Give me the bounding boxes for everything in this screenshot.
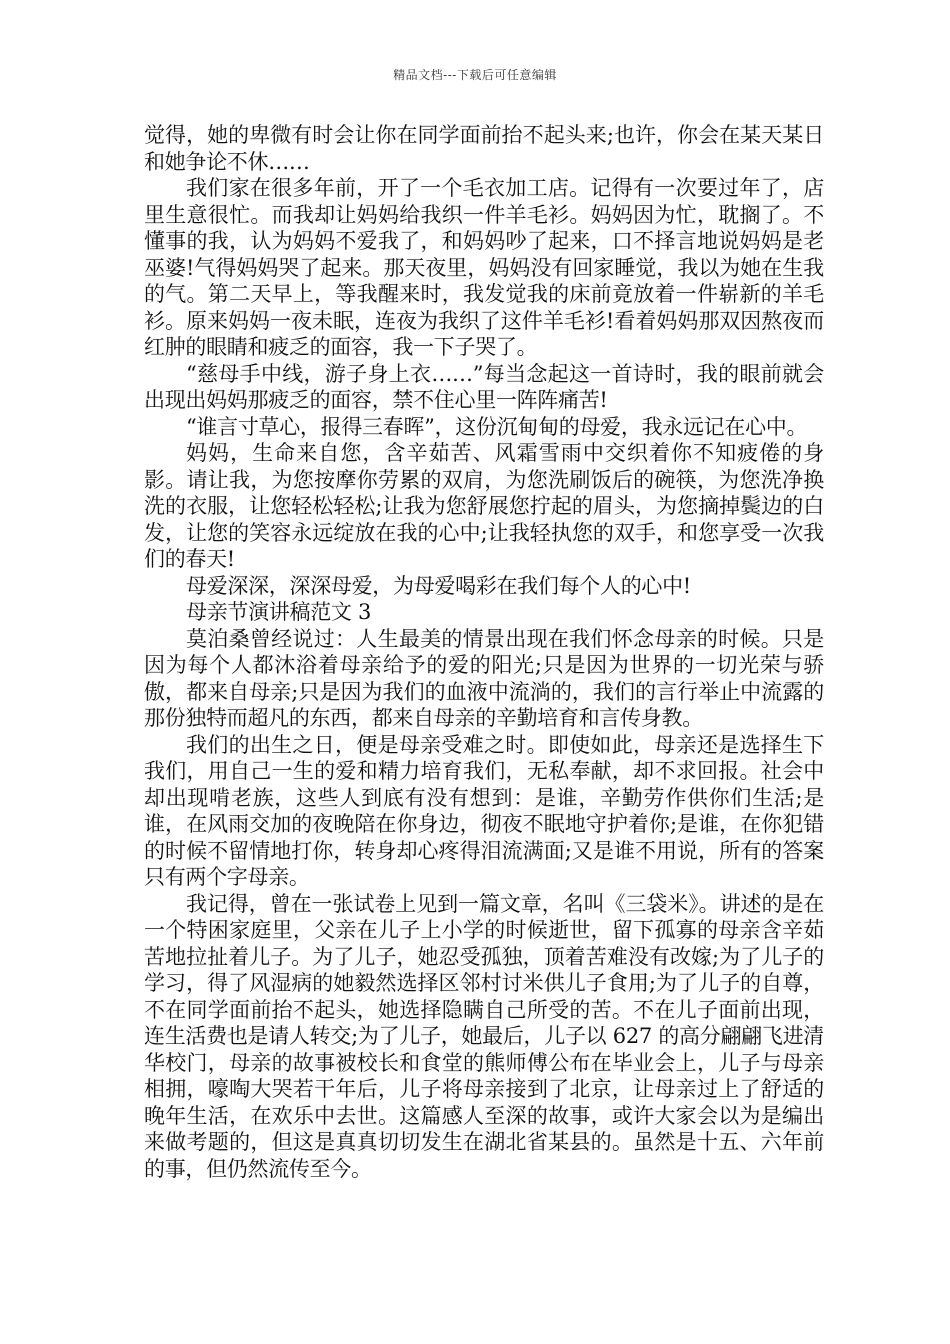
- page-header: 精品文档---下载后可任意编辑: [393, 68, 557, 82]
- paragraph: 母爱深深，深深母爱，为母爱喝彩在我们每个人的心中!: [186, 573, 691, 598]
- paragraph: “慈母手中线，游子身上衣……”每当念起这一首诗时，我的眼前就会出现出妈妈那疲乏的面容，禁不住心里一阵阵痛苦!: [144, 361, 824, 412]
- document-body: [144, 122, 824, 1182]
- paragraph: “谁言寸草心，报得三春晖”，这份沉甸甸的母爱，我永远记在心中。: [186, 414, 808, 439]
- paragraph: 我记得，曾在一张试卷上见到一篇文章，名叫《三袋米》。讲述的是在一个特困家庭里，父亲在儿子上小学的时候逝世，留下孤寡的母亲含辛茹苦地拉扯着儿子。为了儿子，她忍受孤独，顶着苦难没有改嫁;为了儿子的学习，得了风湿病的她毅然选择区邻村讨米供儿子食用;为了儿子的自尊，不在同学面前抬不起头，她选择隐瞒自己所受的苦。不在儿子面前出现，连生活费也是请人转交;为了儿子，她最后，儿子以 627 的高分翩翩飞进清华校门，母亲的故事被校长和食堂的熊师傅公布在毕业会上，儿子与母亲相拥，嚎啕大哭若干年后，儿子将母亲接到了北京，让母亲过上了舒适的晚年生活，在欢乐中去世。这篇感人至深的故事，或许大家会以为是编出来做考题的，但这是真真切切发生在湖北省某县的。虽然是十五、六年前的事，但仍然流传至今。: [144, 891, 824, 1181]
- paragraph: 我们的出生之日，便是母亲受难之时。即使如此，母亲还是选择生下我们，用自己一生的爱和精力培育我们，无私奉献，却不求回报。社会中却出现啃老族，这些人到底有没有想到：是谁，辛勤劳作供你们生活;是谁，在风雨交加的夜晚陪在你身边，彻夜不眠地守护着你;是谁，在你犯错的时候不留情地打你，转身却心疼得泪流满面;又是谁不用说，所有的答案只有两个字母亲。: [144, 732, 824, 889]
- paragraph: 觉得，她的卑微有时会让你在同学面前抬不起头来;也许，你会在某天某日和她争论不休……: [144, 123, 824, 174]
- paragraph: 莫泊桑曾经说过：人生最美的情景出现在我们怀念母亲的时候。只是因为每个人都沐浴着母亲给予的爱的阳光;只是因为世界的一切光荣与骄傲，都来自母亲;只是因为我们的血液中流淌的，我们的言行举止中流露的那份独特而超凡的东西，都来自母亲的辛勤培育和言传身教。: [144, 626, 824, 730]
- paragraph: 我们家在很多年前，开了一个毛衣加工店。记得有一次要过年了，店里生意很忙。而我却让妈妈给我织一件羊毛衫。妈妈因为忙，耽搁了。不懂事的我，认为妈妈不爱我了，和妈妈吵了起来，口不择言地说妈妈是老巫婆!气得妈妈哭了起来。那天夜里，妈妈没有回家睡觉，我以为她在生我的气。第二天早上，等我醒来时，我发觉我的床前竟放着一件崭新的羊毛衫。原来妈妈一夜未眠，连夜为我织了这件羊毛衫!看着妈妈那双因熬夜而红肿的眼睛和疲乏的面容，我一下子哭了。: [144, 176, 824, 359]
- section-heading: 母亲节演讲稿范文 3: [186, 600, 372, 624]
- paragraph: 妈妈，生命来自您，含辛茹苦、风霜雪雨中交织着你不知疲倦的身影。请让我，为您按摩你劳累的双肩，为您洗刷饭后的碗筷，为您洗净换洗的衣服，让您轻松轻松;让我为您舒展您拧起的眉头，为您摘掉鬓边的白发，让您的笑容永远绽放在我的心中;让我轻执您的双手，和您享受一次我们的春天!: [144, 441, 824, 571]
